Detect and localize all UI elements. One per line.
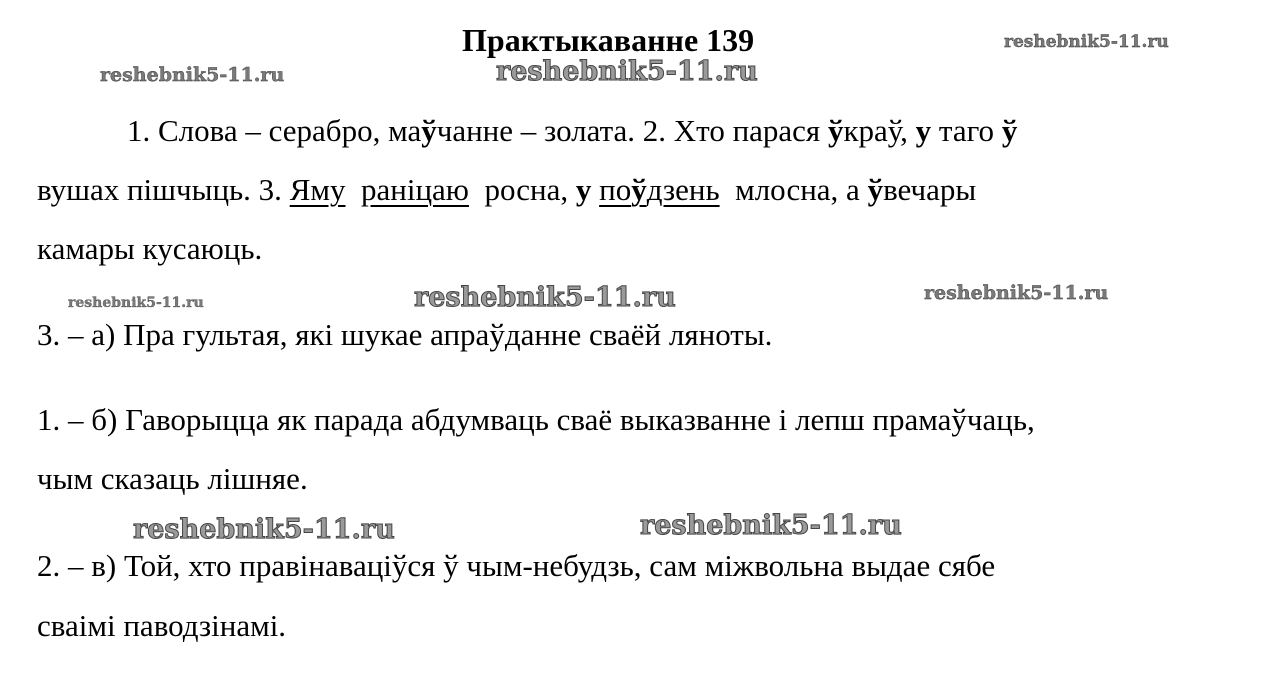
text-span [591,172,599,207]
text-span: млосна, а [719,172,868,207]
watermark-mid-center: reshebnik5-11.ru [414,282,676,313]
answer-c: 2. – в) Той, хто правінаваціўся ў чым-небудзь, сам міжвольна выдае сябе [37,548,996,583]
bold-letter: ў [631,172,647,207]
bold-letter: ў [867,172,884,207]
answer-c-cont: сваімі паводзінамі. [37,608,287,643]
text-span: по [599,172,632,207]
text-span: вушах пішчыць. 3. [37,172,290,207]
text-span: дзень [646,172,720,207]
bold-letter: ў [827,113,844,148]
watermark-bottom-left: reshebnik5-11.ru [133,514,395,545]
bold-letter: у [575,172,592,207]
underlined-word [599,172,719,207]
page-title: Практыкаванне 139 [462,22,755,58]
text-line: камары кусаюць. [37,231,263,266]
bold-letter: ў [421,113,437,148]
underlined-word: Яму [289,172,346,207]
text-span: чанне – золата. 2. Хто парася [436,113,828,148]
text-span: краў, [843,113,916,148]
bold-letter: у [915,113,932,148]
text-line [127,113,1017,149]
text-line [37,172,976,208]
text-span [345,172,361,207]
underlined-word: раніцаю [360,172,469,207]
text-span: росна, [468,172,576,207]
answer-a: 3. – а) Пра гультая, які шукае апраўданне сваёй ляноты. [37,317,773,352]
text-span: таго [931,113,1002,148]
text-span: вечары [883,172,977,207]
watermark-mid-right: reshebnik5-11.ru [924,282,1109,304]
watermark-mid-left: reshebnik5-11.ru [68,295,204,311]
watermark-top-center: reshebnik5-11.ru [496,56,758,87]
answer-b-cont: чым сказаць лішняе. [37,461,308,496]
bold-letter: ў [1001,113,1018,148]
watermark-top-left: reshebnik5-11.ru [100,64,285,86]
watermark-bottom-right: reshebnik5-11.ru [640,510,902,541]
text-span: 1. Слова – серабро, ма [127,113,422,148]
answer-b: 1. – б) Гаворыцца як парада абдумваць сваё выказванне і лепш прамаўчаць, [37,402,1035,437]
watermark-top-right: reshebnik5-11.ru [1004,32,1169,52]
